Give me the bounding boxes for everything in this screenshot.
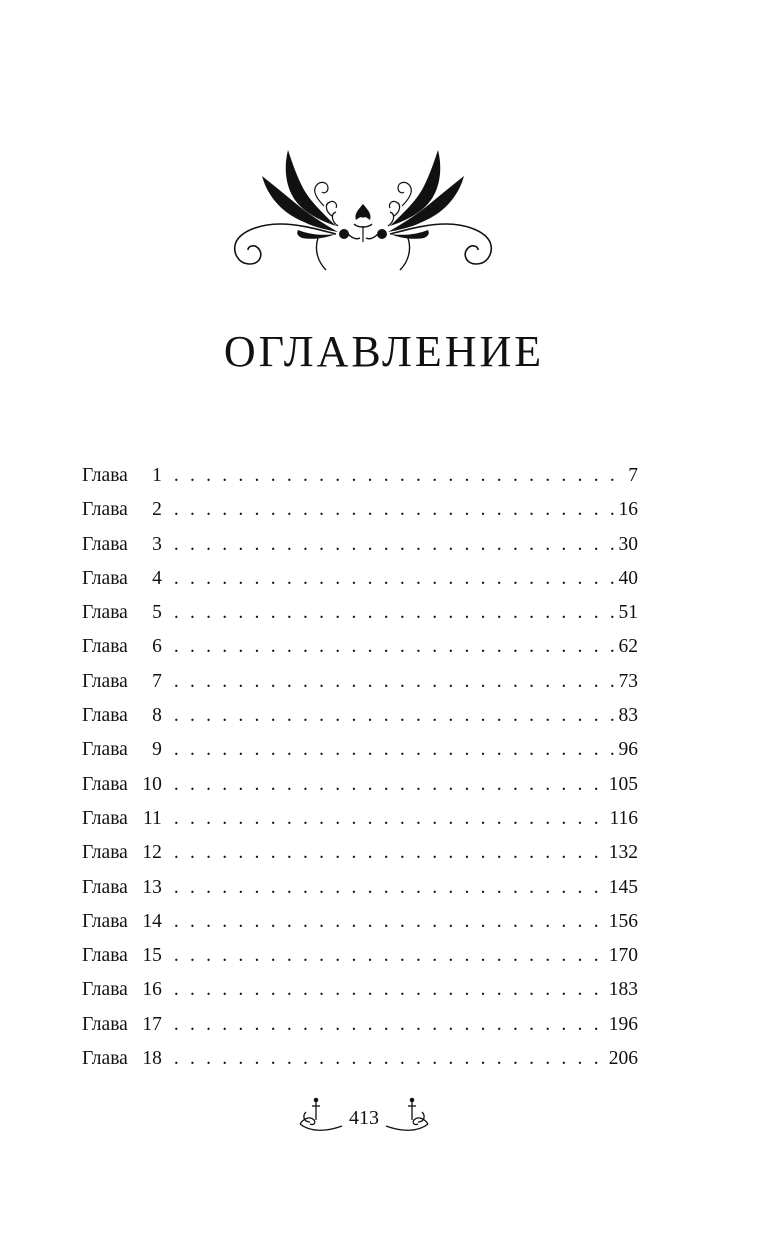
toc-entry-page: 196 <box>608 1013 638 1035</box>
toc-dot-leader <box>174 1048 607 1070</box>
toc-entry <box>82 808 638 842</box>
toc-dot-leader <box>174 945 607 967</box>
toc-entry-page: 132 <box>608 842 638 864</box>
toc-entry <box>82 534 638 568</box>
toc-entry-page: 16 <box>618 499 638 521</box>
table-of-contents <box>82 465 638 1082</box>
toc-entry-number: 15 <box>142 945 162 967</box>
toc-entry-number: 17 <box>142 1013 162 1035</box>
toc-entry-label: Глава <box>82 807 128 829</box>
toc-entry <box>82 636 638 670</box>
toc-entry-label: Глава <box>82 773 128 795</box>
toc-entry-number: 14 <box>142 910 162 932</box>
toc-entry-label: Глава <box>82 1013 128 1035</box>
toc-entry-page: 73 <box>618 670 638 692</box>
toc-entry-label: Глава <box>82 739 128 761</box>
toc-entry <box>82 465 638 499</box>
toc-entry <box>82 671 638 705</box>
toc-entry-page: 145 <box>608 876 638 898</box>
toc-entry-page: 170 <box>608 945 638 967</box>
toc-entry-page: 40 <box>618 567 638 589</box>
toc-entry-page: 7 <box>628 465 638 486</box>
toc-entry-label: Глава <box>82 499 128 521</box>
toc-entry-label: Глава <box>82 1048 128 1070</box>
toc-entry-page: 206 <box>608 1048 638 1070</box>
toc-entry-label: Глава <box>82 602 128 624</box>
toc-entry-number: 12 <box>142 842 162 864</box>
toc-dot-leader <box>174 842 607 864</box>
toc-dot-leader <box>174 739 617 761</box>
floral-flourish-icon <box>228 142 498 274</box>
toc-entry-number: 8 <box>152 705 162 727</box>
toc-dot-leader <box>174 774 607 796</box>
toc-entry-number: 1 <box>152 465 162 486</box>
toc-entry-page: 96 <box>618 739 638 761</box>
toc-entry <box>82 1048 638 1082</box>
toc-dot-leader <box>174 602 617 624</box>
toc-entry-page: 83 <box>618 705 638 727</box>
toc-dot-leader <box>174 465 626 487</box>
toc-entry-number: 18 <box>142 1048 162 1070</box>
toc-entry-number: 7 <box>152 670 162 692</box>
toc-entry-number: 2 <box>152 499 162 521</box>
toc-entry-page: 30 <box>618 533 638 555</box>
toc-entry-label: Глава <box>82 979 128 1001</box>
toc-dot-leader <box>174 808 608 830</box>
toc-dot-leader <box>174 911 607 933</box>
toc-entry-label: Глава <box>82 945 128 967</box>
toc-entry <box>82 842 638 876</box>
toc-entry-page: 183 <box>608 979 638 1001</box>
toc-dot-leader <box>174 499 617 521</box>
toc-entry-label: Глава <box>82 705 128 727</box>
toc-entry-page: 51 <box>618 602 638 624</box>
toc-entry <box>82 979 638 1013</box>
toc-entry <box>82 1014 638 1048</box>
toc-entry <box>82 499 638 533</box>
toc-entry-label: Глава <box>82 533 128 555</box>
toc-entry <box>82 602 638 636</box>
toc-entry-label: Глава <box>82 636 128 658</box>
toc-entry-number: 10 <box>142 773 162 795</box>
toc-entry-number: 6 <box>152 636 162 658</box>
toc-entry-number: 3 <box>152 533 162 555</box>
toc-dot-leader <box>174 636 617 658</box>
toc-entry <box>82 877 638 911</box>
toc-entry-page: 116 <box>609 807 638 829</box>
toc-entry-label: Глава <box>82 670 128 692</box>
toc-entry-page: 62 <box>618 636 638 658</box>
toc-entry-number: 16 <box>142 979 162 1001</box>
toc-dot-leader <box>174 979 607 1001</box>
toc-entry-label: Глава <box>82 876 128 898</box>
toc-entry-page: 156 <box>608 910 638 932</box>
toc-entry <box>82 911 638 945</box>
toc-entry-number: 13 <box>142 876 162 898</box>
toc-entry <box>82 705 638 739</box>
page-title: ОГЛАВЛЕНИЕ <box>223 327 545 376</box>
toc-dot-leader <box>174 534 617 556</box>
toc-entry-label: Глава <box>82 842 128 864</box>
toc-entry-page: 105 <box>608 773 638 795</box>
toc-dot-leader <box>174 705 617 727</box>
toc-entry <box>82 739 638 773</box>
toc-entry <box>82 945 638 979</box>
toc-dot-leader <box>174 671 617 693</box>
toc-entry-number: 5 <box>152 602 162 624</box>
page-number: 413 <box>349 1107 379 1129</box>
toc-entry-label: Глава <box>82 465 128 486</box>
toc-entry-label: Глава <box>82 910 128 932</box>
toc-entry-number: 9 <box>152 739 162 761</box>
toc-dot-leader <box>174 1014 607 1036</box>
toc-entry-label: Глава <box>82 567 128 589</box>
toc-dot-leader <box>174 568 617 590</box>
page-number-footer <box>296 1094 432 1140</box>
toc-entry-number: 4 <box>152 567 162 589</box>
toc-entry <box>82 774 638 808</box>
toc-dot-leader <box>174 877 607 899</box>
toc-entry-number: 11 <box>143 807 162 829</box>
toc-entry <box>82 568 638 602</box>
